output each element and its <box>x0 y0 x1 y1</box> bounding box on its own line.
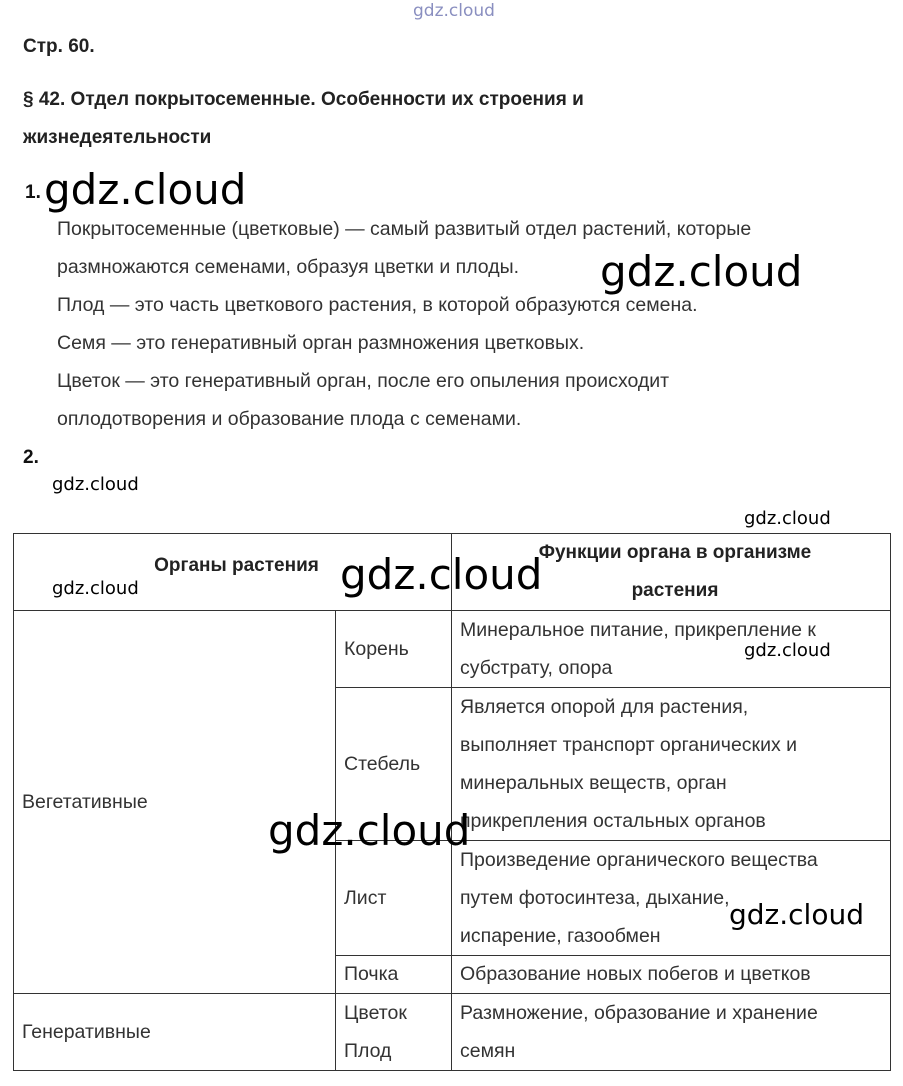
function-line: Является опорой для растения, <box>460 696 749 718</box>
function-cell <box>452 994 891 1071</box>
function-line: прикрепления остальных органов <box>460 810 766 832</box>
function-line: минеральных веществ, орган <box>460 772 727 794</box>
organ-line: Цветок <box>344 1002 407 1024</box>
function-line: Минеральное питание, прикрепление к <box>460 619 816 641</box>
function-line: выполняет транспорт органических и <box>460 734 798 756</box>
task-1-line: Цветок — это генеративный орган, после его опыления происходит <box>57 370 670 392</box>
task-1-line: Плод — это часть цветкового растения, в которой образуются семена. <box>57 294 698 316</box>
function-line: Произведение органического вещества <box>460 849 818 871</box>
table-row <box>14 611 891 688</box>
task-1-number: 1. <box>25 182 41 203</box>
function-line: субстрату, опора <box>460 657 613 679</box>
organ-cell: Стебель <box>336 688 452 841</box>
group-vegetative: Вегетативные <box>14 611 336 994</box>
function-line: путем фотосинтеза, дыхание, <box>460 887 730 909</box>
watermark: gdz.cloud <box>268 806 471 855</box>
watermark: gdz.cloud <box>52 578 139 599</box>
watermark: gdz.cloud <box>340 550 543 599</box>
organ-line: Плод <box>344 1040 392 1062</box>
organ-cell <box>336 994 452 1071</box>
watermark: gdz.cloud <box>600 247 803 296</box>
watermark-top: gdz.cloud <box>413 1 495 21</box>
section-heading-line-2: жизнедеятельности <box>23 127 212 148</box>
task-1-line: оплодотворения и образование плода с семенами. <box>57 408 522 430</box>
task-1-line: Семя — это генеративный орган размножения цветковых. <box>57 332 585 354</box>
organ-cell: Лист <box>336 841 452 956</box>
section-heading-line-1: § 42. Отдел покрытосеменные. Особенности их строения и <box>23 89 584 110</box>
watermark: gdz.cloud <box>729 898 864 931</box>
organ-cell: Почка <box>336 956 452 994</box>
watermark: gdz.cloud <box>744 508 831 529</box>
function-line: семян <box>460 1040 516 1062</box>
task-1-line: размножаются семенами, образуя цветки и плоды. <box>57 256 520 278</box>
group-generative: Генеративные <box>14 994 336 1071</box>
watermark: gdz.cloud <box>52 474 139 495</box>
function-cell: Образование новых побегов и цветков <box>452 956 891 994</box>
table-header-row <box>14 534 891 611</box>
header-functions-line: растения <box>631 580 719 601</box>
task-2-number: 2. <box>23 447 39 468</box>
task-1-line: Покрытосеменные (цветковые) — самый развитый отдел растений, которые <box>57 218 752 240</box>
function-line: испарение, газообмен <box>460 925 661 947</box>
function-line: Размножение, образование и хранение <box>460 1002 818 1024</box>
header-organs: Органы растения <box>14 534 452 611</box>
page-reference: Стр. 60. <box>23 36 95 57</box>
function-cell <box>452 841 891 956</box>
header-functions-line: Функции органа в организме <box>538 542 812 563</box>
watermark: gdz.cloud <box>744 640 831 661</box>
header-functions <box>452 534 891 611</box>
watermark: gdz.cloud <box>44 165 247 214</box>
organs-table <box>13 533 891 1071</box>
function-cell <box>452 611 891 688</box>
table-row <box>14 994 891 1071</box>
organ-cell: Корень <box>336 611 452 688</box>
function-cell <box>452 688 891 841</box>
